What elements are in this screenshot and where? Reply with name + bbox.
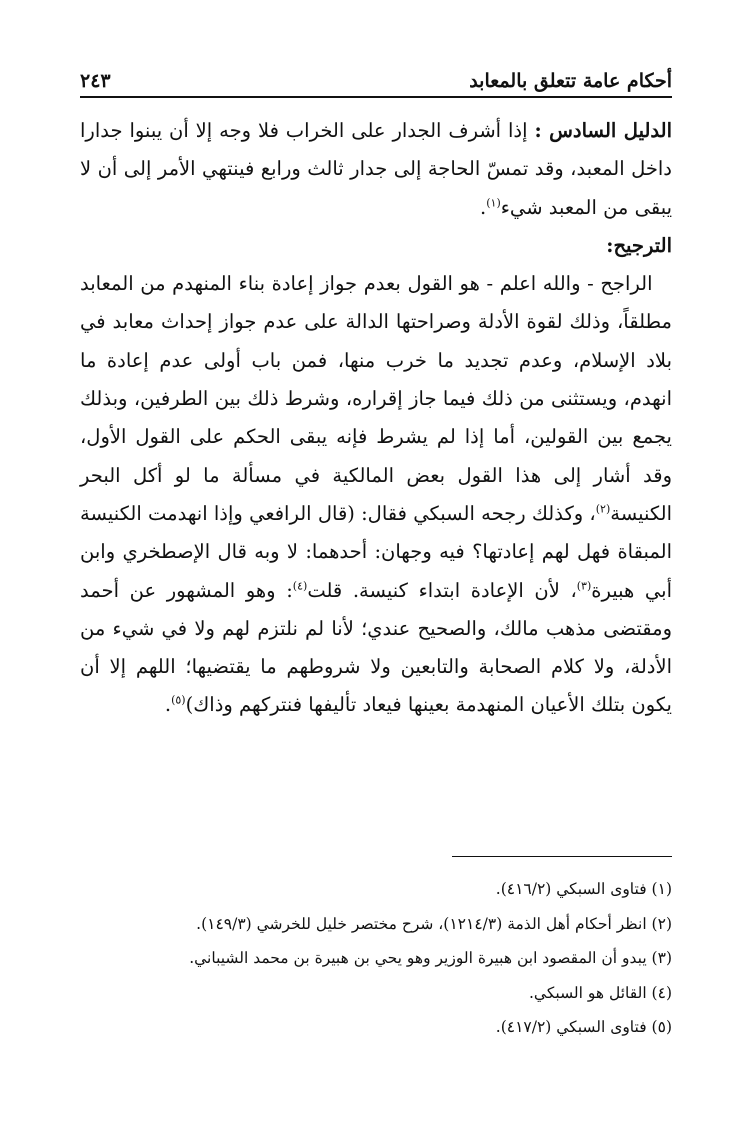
footnote-ref: (٤) [292,579,308,593]
page-number: ٢٤٣ [80,70,111,92]
section-subheading: الترجيح: [606,233,672,257]
main-text [80,112,672,725]
paragraph-preference [80,265,672,725]
footnote-item: (٣) يبدو أن المقصود ابن هبيرة الوزير وهو يحي بن هبيرة بن محمد الشيباني. [189,949,672,967]
footnote-item: (٢) انظر أحكام أهل الذمة (١٢١٤/٣)، شرح مختصر خليل للخرشي (١٤٩/٣). [196,914,672,933]
paragraph-evidence-six [80,112,672,227]
footnote-item: (٥) فتاوى السبكي (٤١٧/٢). [495,1018,672,1036]
evidence-heading: الدليل السادس : [534,119,672,142]
paragraph-text: الراجح - والله اعلم - هو القول بعدم جواز إعادة بناء المنهدم من المعابد مطلقاً، وذلك لقوة الأدلة وصراحتها الدالة على عدم جواز إحداث معابد في بلاد الإسلام، وعدم تجديد ما خرب منها، فمن باب أولى عدم إعادة ما انهدم، ويستثنى من ذلك فيما جاز إقراره، وشرط ذلك بين الطرفين، وبذلك يجمع بين القولين، أما إذا لم يشرط فإنه يبقى الحكم على القول الأول، وقد أشار إلى هذا القول بعض المالكية في مسألة ما لو أكل البحر الكنيسة [80,272,672,525]
footnote-item: (٤) القائل هو السبكي. [529,983,672,1002]
footnote-item: (١) فتاوى السبكي (٤١٦/٢). [495,880,672,898]
punctuation: . [164,693,172,717]
footnotes [80,872,672,1045]
running-header [80,62,672,98]
paragraph-text: إذا أشرف الجدار على الخراب فلا وجه إلا أن يبنوا جدارا داخل المعبد، وقد تمسّ الحاجة إلى جدار ثالث ورابع فينتهي الأمر إلى أن لا يبقى من المعبد شيء [80,119,672,219]
punctuation: . [480,195,487,219]
running-title: أحكام عامة تتعلق بالمعابد [469,70,672,92]
paragraph-text: ، لأن الإعادة ابتداء كنيسة. قلت [307,578,577,602]
footnote-ref: (٥) [171,693,186,707]
footnote-ref: (٣) [576,579,592,593]
footnote-ref: (٢) [595,502,611,516]
paragraph-text: ، وكذلك رجحه السبكي فقال: (قال الرافعي وإذا انهدمت الكنيسة المبقاة فهل لهم إعادتها؟ فيه وجهان: أحدهما: لا وبه قال الإصطخري وابن أبي هبيرة [80,501,673,602]
paragraph-text: : وهو المشهور عن أحمد ومقتضى مذهب مالك، والصحيح عندي؛ لأنا لم نلتزم لهم ولا في شيء من الأدلة، ولا كلام الصحابة والتابعين ولا شروطهم ما يقتضيها؛ اللهم إلا أن يكون بتلك الأعيان المنهدمة بعينها فيعاد تأليفها فنتركهم وذاك) [80,578,672,717]
footnote-separator [452,856,672,857]
footnote-ref: (١) [486,196,501,210]
